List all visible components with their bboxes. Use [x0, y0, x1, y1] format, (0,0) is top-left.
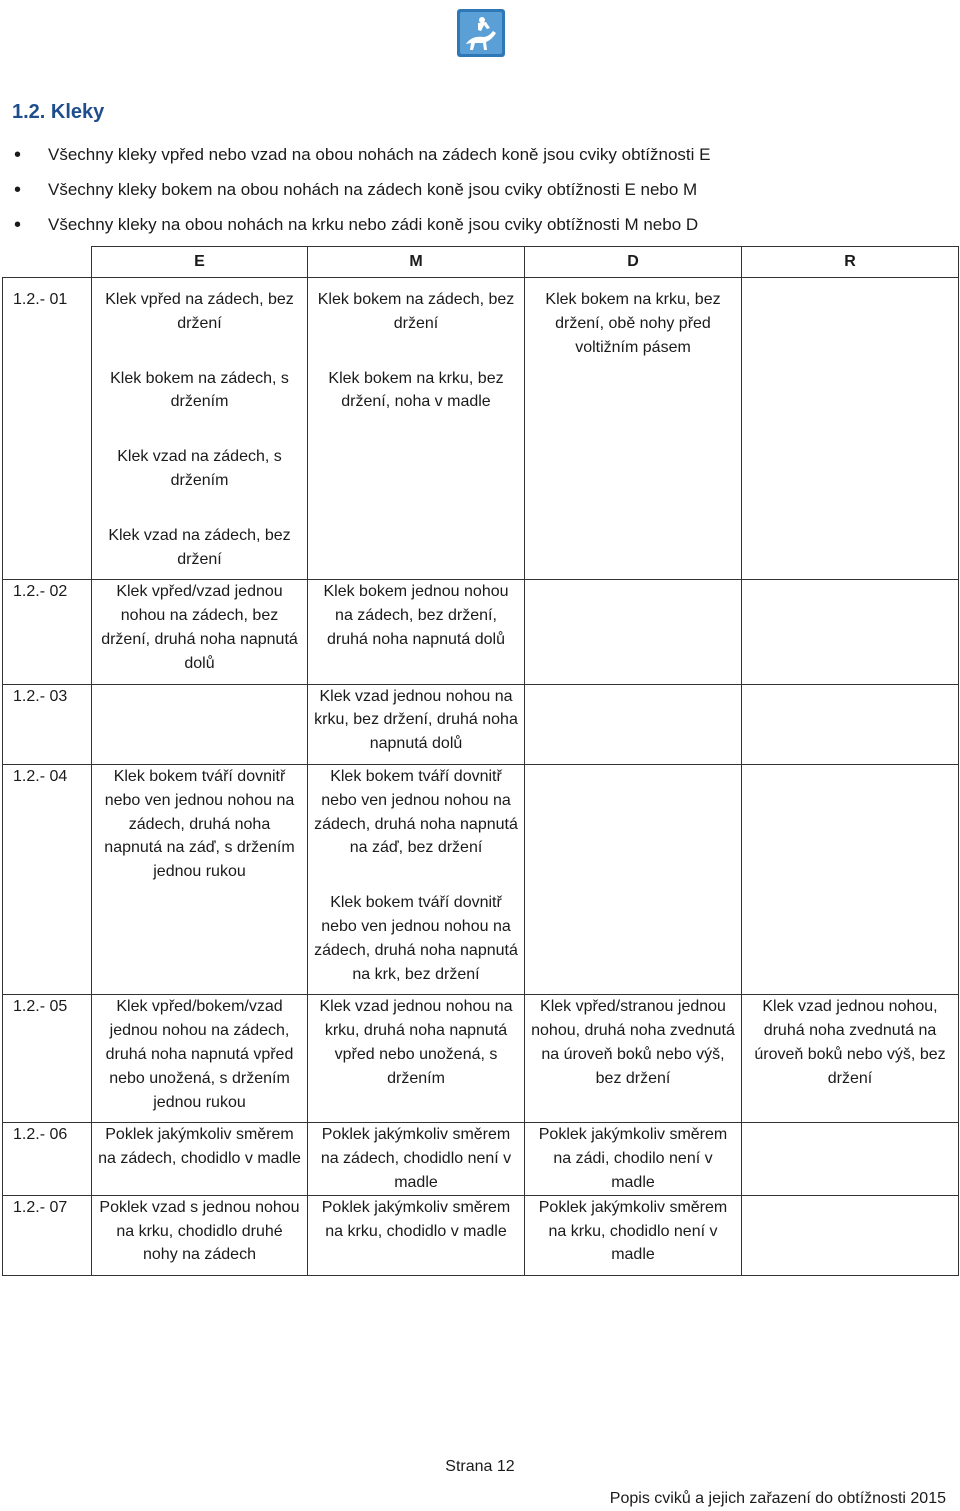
- rules-list: [12, 142, 710, 247]
- cell-m: [308, 764, 525, 994]
- exercise-text: Poklek vzad s jednou nohou na krku, chodidlo druhé nohy na zádech: [99, 1198, 300, 1264]
- vaulting-horse-logo-icon: [456, 8, 506, 58]
- exercise-text: Poklek jakýmkoliv směrem na zádech, chodidlo v madle: [98, 1126, 301, 1168]
- exercise-text: Klek bokem tváří dovnitř nebo ven jednou nohou na zádech, druhá noha napnutá na záď, s držením jednou rukou: [104, 767, 295, 881]
- exercise-text: Klek bokem na krku, bez držení, noha v madle: [328, 369, 504, 411]
- cell-r: [742, 1195, 959, 1275]
- exercise-number: 1.2.- 03: [3, 684, 92, 764]
- exercise-number: 1.2.- 04: [3, 764, 92, 994]
- page-number: Strana 12: [445, 1458, 515, 1475]
- exercise-text: Klek vzad na zádech, bez držení: [108, 526, 291, 568]
- header-m: M: [308, 247, 525, 278]
- cell-d: [525, 684, 742, 764]
- exercise-text: Klek bokem jednou nohou na zádech, bez držení, druhá noha napnutá dolů: [323, 583, 509, 648]
- rule-item: • Všechny kleky vpřed nebo vzad na obou nohách na zádech koně jsou cviky obtížnosti E: [12, 142, 710, 177]
- cell-m: [308, 1123, 525, 1195]
- header-r: R: [742, 247, 959, 278]
- exercise-text: Poklek jakýmkoliv směrem na zádi, chodilo není v madle: [538, 1126, 728, 1191]
- cell-d: [525, 764, 742, 994]
- cell-r: [742, 1123, 959, 1195]
- cell-m: [308, 580, 525, 684]
- cell-m: [308, 995, 525, 1123]
- exercise-text: Klek bokem na zádech, bez držení: [317, 291, 515, 332]
- cell-d: [525, 278, 742, 580]
- exercise-text: Poklek jakýmkoliv směrem na krku, chodidlo v madle: [321, 1198, 511, 1240]
- exercise-text: Klek vzad jednou nohou, druhá noha zvednutá na úroveň boků nebo výš, bez držení: [754, 998, 946, 1087]
- exercise-text: Klek bokem na krku, bez držení, obě nohy před voltižním pásem: [545, 291, 721, 356]
- exercise-text: Klek vzad na zádech, s držením: [117, 448, 282, 489]
- cell-r: [742, 684, 959, 764]
- cell-e: [92, 764, 308, 994]
- cell-m: [308, 684, 525, 764]
- table-row: [3, 580, 959, 684]
- cell-d: [525, 1195, 742, 1275]
- exercise-text: Poklek jakýmkoliv směrem na krku, chodidlo není v madle: [538, 1198, 728, 1264]
- exercise-text: Klek vpřed/bokem/vzad jednou nohou na zádech, druhá noha napnutá vpřed nebo unožená, s držením jednou rukou: [105, 998, 294, 1111]
- table-row: [3, 1195, 959, 1275]
- exercise-text: Klek vpřed/vzad jednou nohou na zádech, bez držení, druhá noha napnutá dolů: [101, 583, 298, 672]
- cell-d: [525, 995, 742, 1123]
- cell-r: [742, 764, 959, 994]
- exercise-number: 1.2.- 05: [3, 995, 92, 1123]
- table-header-row: [3, 247, 959, 278]
- table-row: [3, 684, 959, 764]
- cell-e: [92, 278, 308, 580]
- exercise-text: Klek vzad jednou nohou na krku, druhá noha napnutá vpřed nebo unožená, s držením: [319, 998, 513, 1087]
- exercise-text: Klek vpřed na zádech, bez držení: [105, 291, 294, 332]
- table-row: [3, 764, 959, 994]
- table-row: [3, 1123, 959, 1195]
- cell-e: [92, 684, 308, 764]
- cell-r: [742, 278, 959, 580]
- cell-m: [308, 1195, 525, 1275]
- cell-r: [742, 995, 959, 1123]
- exercise-number: 1.2.- 02: [3, 580, 92, 684]
- exercise-text: Klek bokem tváří dovnitř nebo ven jednou nohou na zádech, druhá noha napnutá na krk, bez držení: [314, 894, 518, 983]
- cell-e: [92, 1123, 308, 1195]
- exercise-difficulty-table: [2, 246, 959, 1276]
- cell-e: [92, 1195, 308, 1275]
- exercise-text: Klek vzad jednou nohou na krku, bez držení, druhá noha napnutá dolů: [314, 687, 518, 753]
- section-heading: 1.2. Kleky: [12, 101, 105, 123]
- exercise-text: Poklek jakýmkoliv směrem na zádech, chodidlo není v madle: [320, 1126, 512, 1191]
- exercise-text: Klek bokem tváří dovnitř nebo ven jednou nohou na zádech, druhá noha napnutá na záď, bez držení: [314, 767, 518, 857]
- cell-e: [92, 995, 308, 1123]
- cell-e: [92, 580, 308, 684]
- cell-d: [525, 580, 742, 684]
- cell-m: [308, 278, 525, 580]
- header-d: D: [525, 247, 742, 278]
- exercise-text: Klek vpřed/stranou jednou nohou, druhá noha zvednutá na úroveň boků nebo výš, bez držení: [531, 998, 735, 1087]
- exercise-text: Klek bokem na zádech, s držením: [110, 369, 289, 411]
- table-row: [3, 278, 959, 580]
- rule-item: • Všechny kleky na obou nohách na krku nebo zádi koně jsou cviky obtížnosti M nebo D: [12, 212, 710, 247]
- table-row: [3, 995, 959, 1123]
- footer-document-title: Popis cviků a jejich zařazení do obtížnosti 2015: [609, 1490, 946, 1507]
- exercise-number: 1.2.- 01: [3, 278, 92, 580]
- header-e: E: [92, 247, 308, 278]
- header-blank-cell: [3, 247, 92, 278]
- cell-d: [525, 1123, 742, 1195]
- exercise-number: 1.2.- 07: [3, 1195, 92, 1275]
- exercise-number: 1.2.- 06: [3, 1123, 92, 1195]
- rule-item: • Všechny kleky bokem na obou nohách na zádech koně jsou cviky obtížnosti E nebo M: [12, 177, 710, 212]
- cell-r: [742, 580, 959, 684]
